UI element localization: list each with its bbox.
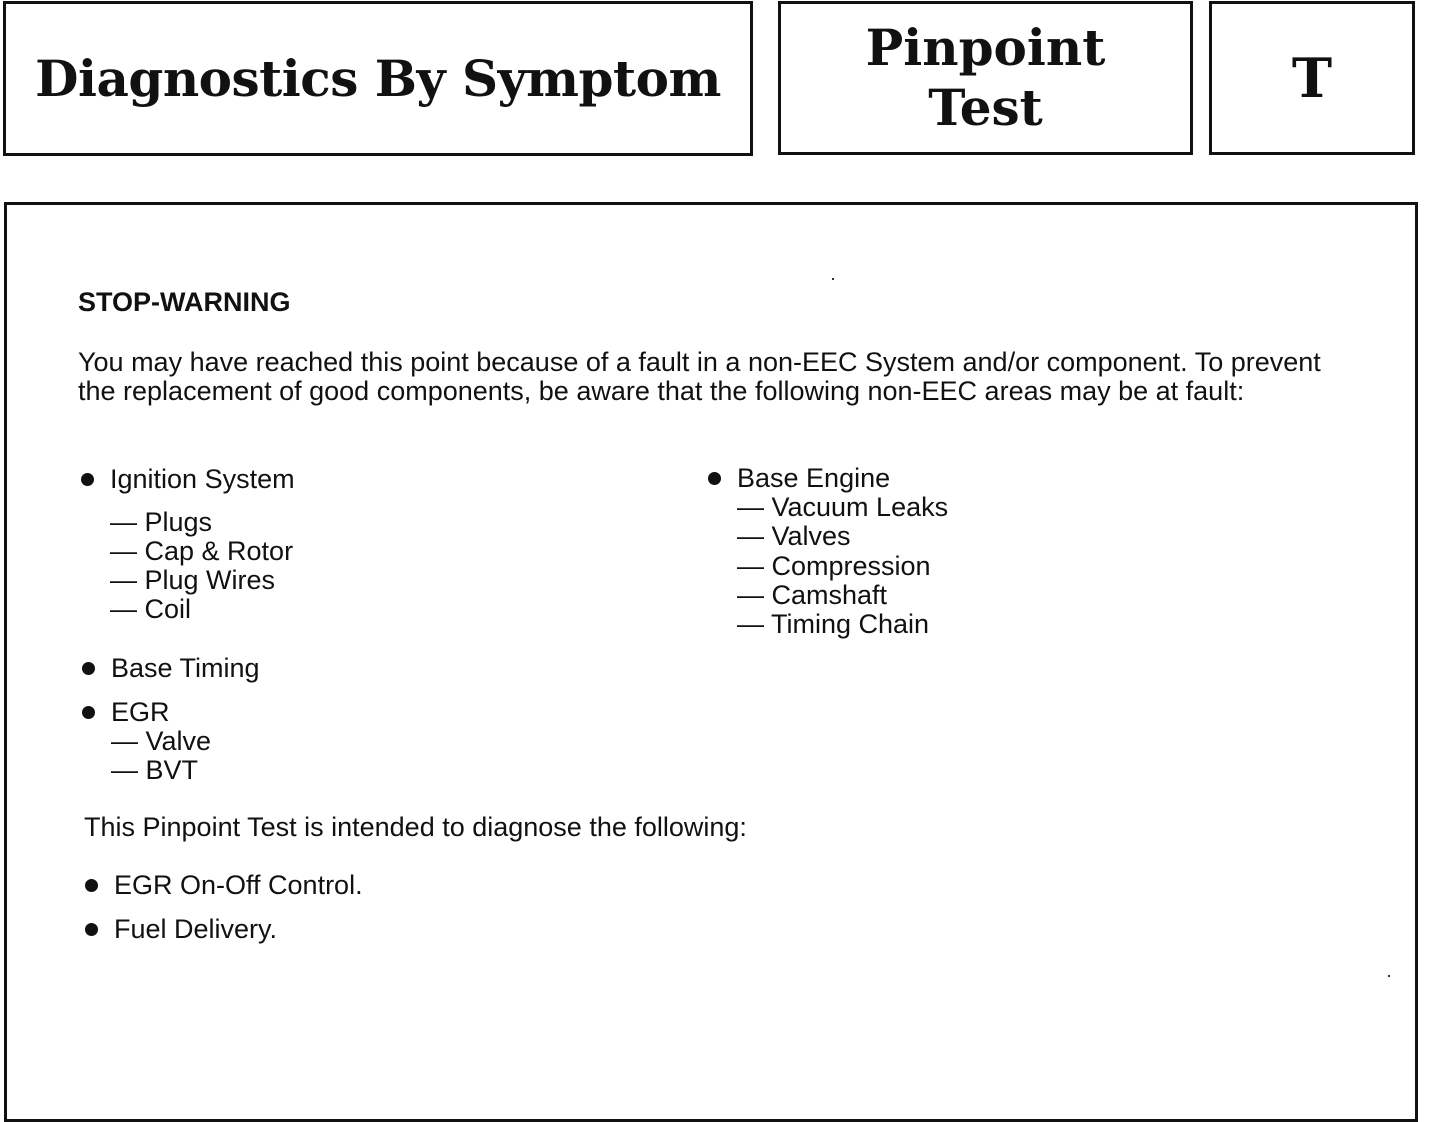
bullet-icon: [85, 923, 98, 936]
base-engine-item: — Timing Chain: [737, 609, 930, 639]
bullet-icon: [708, 472, 721, 485]
warning-intro: You may have reached this point because of a fault in a non-EEC System and/or component. To prevent the replacement of good components, be aware that the following non-EEC areas may be at fault:: [78, 347, 1321, 406]
base-engine-item: — Camshaft: [737, 580, 888, 610]
section-title-box: [3, 1, 753, 156]
egr-item: — BVT: [111, 755, 199, 785]
base-engine-item: — Vacuum Leaks: [737, 492, 949, 522]
test-type-label: Pinpoint Test: [865, 18, 1106, 137]
scan-speck: [1388, 975, 1390, 977]
bullet-icon: [82, 662, 95, 675]
ignition-item: — Plugs: [110, 507, 213, 537]
base-timing-label: Base Timing: [111, 653, 260, 683]
test-code-box: [1209, 1, 1415, 155]
test-type-box: [778, 1, 1193, 155]
bullet-icon: [82, 706, 95, 719]
purpose-intro: This Pinpoint Test is intended to diagnose the following:: [84, 812, 747, 842]
warning-heading: STOP-WARNING: [78, 287, 291, 317]
ignition-item: — Coil: [110, 594, 192, 624]
section-title: Diagnostics By Symptom: [35, 49, 721, 108]
egr-item: — Valve: [111, 726, 212, 756]
base-engine-item: — Compression: [737, 551, 931, 581]
bullet-icon: [81, 473, 94, 486]
purpose-item: EGR On-Off Control.: [114, 870, 363, 900]
bullet-icon: [85, 879, 98, 892]
egr-label: EGR: [111, 697, 170, 727]
ignition-item: — Plug Wires: [110, 565, 276, 595]
ignition-system-label: Ignition System: [110, 464, 295, 494]
ignition-item: — Cap & Rotor: [110, 536, 294, 566]
base-engine-item: — Valves: [737, 521, 851, 551]
scan-speck: [832, 278, 834, 280]
purpose-item: Fuel Delivery.: [114, 914, 278, 944]
test-code: T: [1291, 46, 1333, 110]
base-engine-label: Base Engine: [737, 463, 891, 493]
